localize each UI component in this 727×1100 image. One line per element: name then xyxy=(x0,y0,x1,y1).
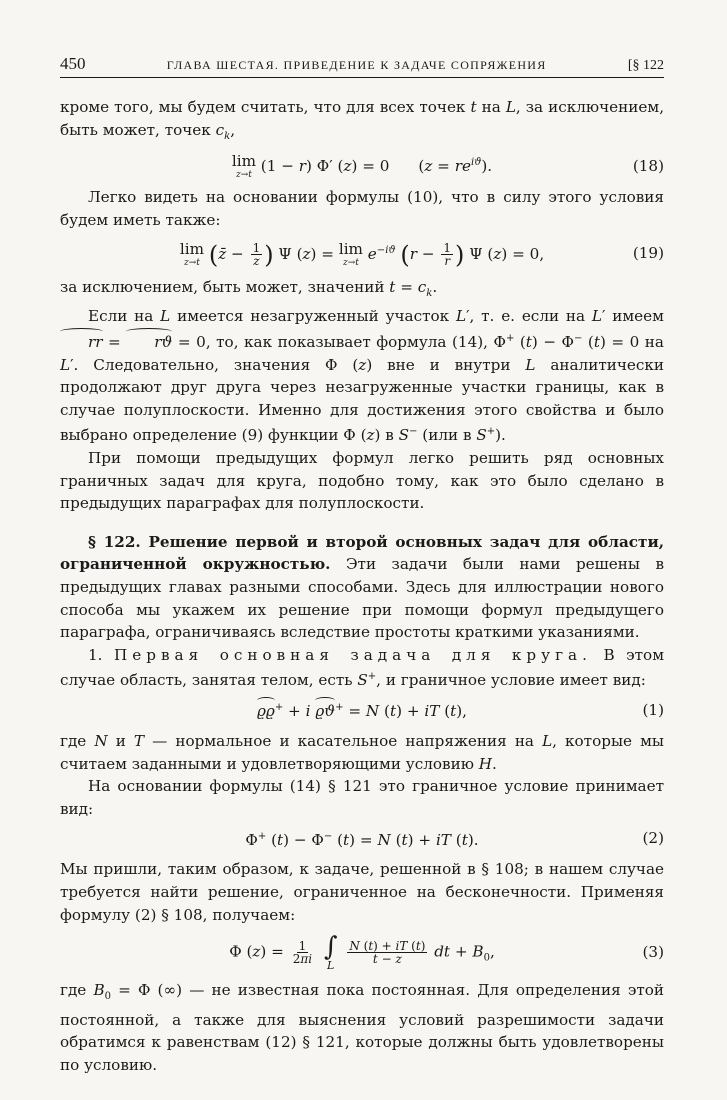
page-header xyxy=(60,54,664,74)
paragraph: Если на L имеется незагруженный участок L′, т. е. если на L′ имеем rr = rϑ = 0, то, как показывает формула (14), Φ+ (t) − Φ− (t) = 0 на L′. Следовательно, значения Φ (z) вне и внутри L аналитически продолжают друг друга через незагруженные участки границы, как в случае полуплоскости. Именно для достижения этого свойства и было выбрано определение (9) функции Φ (z) в S− (или в S+). xyxy=(60,307,665,445)
running-title: ГЛАВА ШЕСТАЯ. ПРИВЕДЕНИЕ К ЗАДАЧЕ СОПРЯЖЕНИЯ xyxy=(166,58,547,72)
paragraph: где $B_0 = \Phi$ (∞) — не известная пока постоянная. Для определения этой постоянной, а также для выяснения условий разрешимости задачи обратимся к равенствам (12) § 121, которые должны быть удовлетворены по условию. xyxy=(60,981,664,1075)
page-number: 450 xyxy=(60,54,86,73)
section-paragraph: § 122. Решение первой и второй основных задач для области, ограниченной окружностью. Эти задачи были нами решены в предыдущих главах разными способами. Здесь для иллюстрации нового способа мы укажем их решение при помощи формул предыдущего параграфа, ограничиваясь вследствие простоты краткими указаниями. xyxy=(60,532,665,642)
header-rule xyxy=(60,77,664,78)
equation-3: Φ (z) = $\frac{1}{2\pi i}$ ∫ L $\frac{N (t) + iT (t)}{t - z}$ dt + $B_0$, (3) xyxy=(229,932,664,973)
page-body xyxy=(60,96,664,1077)
paragraph: При помощи предыдущих формул легко решить ряд основных граничных задач для круга, подобно тому, как это было сделано в предыдущих параграфах для полуплоскости. xyxy=(60,449,664,513)
paragraph: Легко видеть на основании формулы (10), что в силу этого условия будем иметь также: xyxy=(60,188,664,229)
equation-number: (19) xyxy=(632,244,664,263)
equation-2: Φ+ (t) − Φ− (t) = N (t) + iT (t). (2) xyxy=(245,829,664,849)
equation-18: lim z→t (1 − r) Φ′ (z) = 0 $(z = re^{iϑ})$. (18) xyxy=(231,152,664,181)
equation-number: (18) xyxy=(632,157,664,175)
paragraph: где N и T — нормальное и касательное напряжения на L, которые мы считаем заданными и удовлетворяющими условию H. xyxy=(60,732,664,773)
section-title: § 122. Решение первой и второй основных задач для области, ограниченной окружностью. xyxy=(60,532,664,574)
paragraph: Мы пришли, таким образом, к задаче, решенной в § 108; в нашем случае требуется найти решение, ограниченное на бесконечности. Применяя формулу (2) § 108, получаем: xyxy=(60,860,664,924)
item-title: Первая основная задача для круга. xyxy=(114,645,592,664)
paragraph: 1. Первая основная задача для круга. В этом случае область, занятая телом, есть S+, и граничное условие имеет вид: xyxy=(60,645,665,690)
equation-number: (1) xyxy=(642,700,664,719)
equation-number: (2) xyxy=(642,829,664,848)
section-reference: [§ 122 xyxy=(627,58,664,73)
equation-number: (3) xyxy=(642,943,664,962)
paragraph: за исключением, быть может, значений $t = c_k$. xyxy=(60,277,438,299)
equation-1: ϱϱ+ + i ϱϑ+ = N (t) + iT (t), (1) xyxy=(60,696,664,724)
paragraph: кроме того, мы будем считать, что для всех точек t на L, за исключением, быть может, точек $c_k$, xyxy=(60,98,665,142)
equation-19: lim z→t (z̄ − $\frac{1}{z}$ ) Ψ (z) = lim z→t $e^{-iϑ}$ (r − $\frac{1}{r}$ ) Ψ (z) = 0, (19) xyxy=(179,239,664,269)
paragraph: На основании формулы (14) § 121 это граничное условие принимает вид: xyxy=(60,777,664,818)
